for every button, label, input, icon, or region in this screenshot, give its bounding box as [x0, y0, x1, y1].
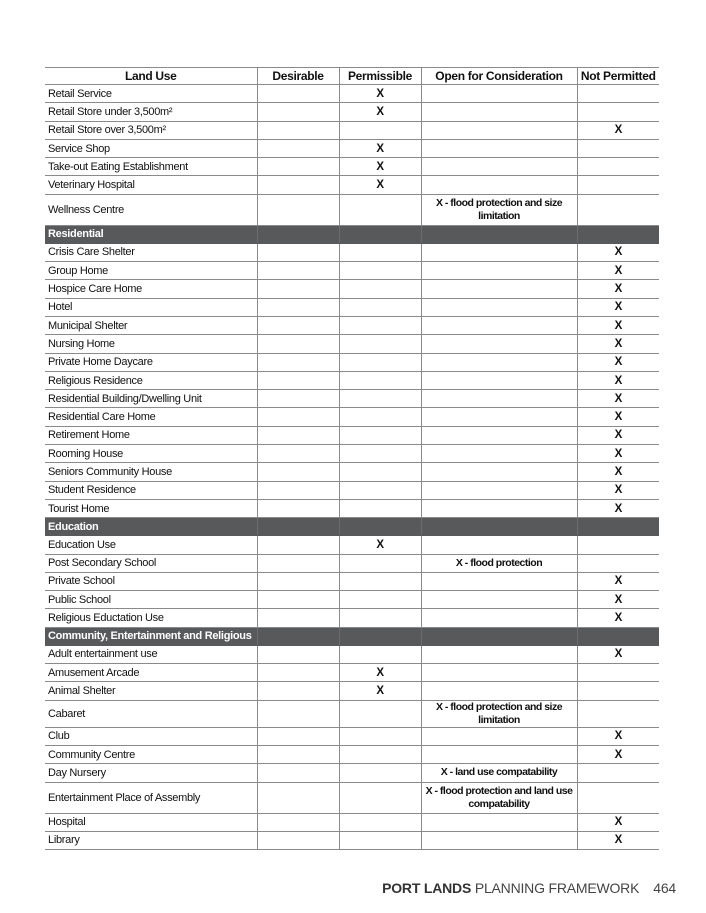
desirable-cell [257, 316, 339, 334]
desirable-cell [257, 700, 339, 727]
permissible-cell [339, 194, 421, 225]
land-use-cell: Private School [45, 572, 257, 590]
not-permitted-cell: X [577, 727, 659, 745]
desirable-cell [257, 158, 339, 176]
permissible-cell: X [339, 85, 421, 103]
section-title: Community, Entertainment and Religious [45, 627, 257, 645]
not-permitted-cell [577, 682, 659, 700]
land-use-cell: Retail Store under 3,500m² [45, 103, 257, 121]
section-filler-cell [421, 518, 577, 536]
open-for-consideration-cell [421, 280, 577, 298]
permissible-cell [339, 335, 421, 353]
permissible-cell [339, 782, 421, 813]
land-use-cell: Retail Service [45, 85, 257, 103]
desirable-cell [257, 536, 339, 554]
desirable-cell [257, 371, 339, 389]
permissible-cell [339, 481, 421, 499]
permissible-cell: X [339, 158, 421, 176]
table-row [45, 121, 659, 139]
land-use-cell: Club [45, 727, 257, 745]
table-row [45, 591, 659, 609]
open-for-consideration-cell [421, 316, 577, 334]
land-use-cell: Cabaret [45, 700, 257, 727]
desirable-cell [257, 176, 339, 194]
open-for-consideration-cell [421, 591, 577, 609]
open-for-consideration-cell [421, 390, 577, 408]
open-for-consideration-cell [421, 481, 577, 499]
open-for-consideration-cell [421, 85, 577, 103]
open-for-consideration-cell [421, 371, 577, 389]
open-for-consideration-cell [421, 572, 577, 590]
not-permitted-cell [577, 554, 659, 572]
open-for-consideration-cell: X - flood protection and size limitation [421, 700, 577, 727]
land-use-cell: Retail Store over 3,500m² [45, 121, 257, 139]
not-permitted-cell [577, 782, 659, 813]
desirable-cell [257, 194, 339, 225]
permissible-cell [339, 700, 421, 727]
open-for-consideration-cell: X - land use compatability [421, 764, 577, 782]
not-permitted-cell: X [577, 813, 659, 831]
land-use-cell: Religious Residence [45, 371, 257, 389]
permissible-cell [339, 554, 421, 572]
desirable-cell [257, 445, 339, 463]
table-row [45, 499, 659, 517]
table-row [45, 371, 659, 389]
not-permitted-cell [577, 85, 659, 103]
table-row [45, 813, 659, 831]
table-row [45, 280, 659, 298]
open-for-consideration-cell [421, 103, 577, 121]
land-use-cell: Day Nursery [45, 764, 257, 782]
desirable-cell [257, 121, 339, 139]
desirable-cell [257, 554, 339, 572]
section-header-row [45, 225, 659, 243]
permissible-cell [339, 390, 421, 408]
table-row [45, 390, 659, 408]
land-use-cell: Hotel [45, 298, 257, 316]
not-permitted-cell: X [577, 371, 659, 389]
table-row [45, 682, 659, 700]
table-row [45, 481, 659, 499]
permissible-cell [339, 371, 421, 389]
open-for-consideration-cell [421, 445, 577, 463]
open-for-consideration-cell [421, 158, 577, 176]
permissible-cell [339, 463, 421, 481]
permissible-cell [339, 445, 421, 463]
not-permitted-cell: X [577, 353, 659, 371]
not-permitted-cell [577, 700, 659, 727]
land-use-cell: Group Home [45, 262, 257, 280]
permissible-cell: X [339, 664, 421, 682]
desirable-cell [257, 103, 339, 121]
desirable-cell [257, 499, 339, 517]
section-title: Education [45, 518, 257, 536]
land-use-cell: Community Centre [45, 745, 257, 763]
land-use-cell: Hospice Care Home [45, 280, 257, 298]
permissible-cell [339, 121, 421, 139]
not-permitted-cell: X [577, 609, 659, 627]
permissible-cell [339, 280, 421, 298]
land-use-cell: Hospital [45, 813, 257, 831]
permissible-cell [339, 645, 421, 663]
not-permitted-cell: X [577, 831, 659, 849]
land-use-cell: Seniors Community House [45, 463, 257, 481]
header-land-use: Land Use [45, 68, 257, 85]
desirable-cell [257, 831, 339, 849]
land-use-cell: Post Secondary School [45, 554, 257, 572]
desirable-cell [257, 609, 339, 627]
desirable-cell [257, 408, 339, 426]
table-row [45, 554, 659, 572]
not-permitted-cell: X [577, 390, 659, 408]
desirable-cell [257, 85, 339, 103]
land-use-cell: Residential Care Home [45, 408, 257, 426]
section-filler-cell [257, 518, 339, 536]
not-permitted-cell [577, 139, 659, 157]
open-for-consideration-cell [421, 727, 577, 745]
header-open-for-consideration: Open for Consideration [421, 68, 577, 85]
table-row [45, 727, 659, 745]
table-row [45, 609, 659, 627]
open-for-consideration-cell [421, 536, 577, 554]
not-permitted-cell: X [577, 262, 659, 280]
footer-title-rest: PLANNING FRAMEWORK [471, 880, 640, 896]
section-filler-cell [577, 627, 659, 645]
section-header-row [45, 627, 659, 645]
open-for-consideration-cell [421, 664, 577, 682]
table-row [45, 158, 659, 176]
desirable-cell [257, 243, 339, 261]
section-filler-cell [421, 225, 577, 243]
section-filler-cell [257, 225, 339, 243]
desirable-cell [257, 664, 339, 682]
permissible-cell: X [339, 139, 421, 157]
open-for-consideration-cell: X - flood protection and size limitation [421, 194, 577, 225]
land-use-cell: Service Shop [45, 139, 257, 157]
desirable-cell [257, 426, 339, 444]
desirable-cell [257, 335, 339, 353]
table-row [45, 445, 659, 463]
desirable-cell [257, 591, 339, 609]
table-row [45, 764, 659, 782]
land-use-cell: Take-out Eating Establishment [45, 158, 257, 176]
desirable-cell [257, 813, 339, 831]
table-row [45, 85, 659, 103]
section-filler-cell [339, 225, 421, 243]
open-for-consideration-cell [421, 831, 577, 849]
header-desirable: Desirable [257, 68, 339, 85]
land-use-cell: Municipal Shelter [45, 316, 257, 334]
permissible-cell: X [339, 536, 421, 554]
open-for-consideration-cell [421, 121, 577, 139]
open-for-consideration-cell [421, 682, 577, 700]
not-permitted-cell: X [577, 298, 659, 316]
section-filler-cell [339, 518, 421, 536]
not-permitted-cell [577, 536, 659, 554]
table-body [45, 85, 659, 850]
desirable-cell [257, 682, 339, 700]
land-use-cell: Retirement Home [45, 426, 257, 444]
table-row [45, 831, 659, 849]
open-for-consideration-cell [421, 139, 577, 157]
land-use-cell: Religious Eductation Use [45, 609, 257, 627]
permissible-cell [339, 262, 421, 280]
land-use-cell: Adult entertainment use [45, 645, 257, 663]
desirable-cell [257, 298, 339, 316]
permissible-cell [339, 764, 421, 782]
section-title: Residential [45, 225, 257, 243]
land-use-cell: Amusement Arcade [45, 664, 257, 682]
not-permitted-cell [577, 158, 659, 176]
not-permitted-cell [577, 176, 659, 194]
section-filler-cell [257, 627, 339, 645]
not-permitted-cell: X [577, 426, 659, 444]
table-row [45, 139, 659, 157]
permissible-cell [339, 408, 421, 426]
permissible-cell [339, 609, 421, 627]
land-use-cell: Wellness Centre [45, 194, 257, 225]
not-permitted-cell: X [577, 499, 659, 517]
open-for-consideration-cell [421, 243, 577, 261]
permissible-cell [339, 745, 421, 763]
land-use-cell: Entertainment Place of Assembly [45, 782, 257, 813]
desirable-cell [257, 353, 339, 371]
desirable-cell [257, 645, 339, 663]
not-permitted-cell [577, 764, 659, 782]
not-permitted-cell [577, 103, 659, 121]
permissible-cell [339, 591, 421, 609]
land-use-cell: Library [45, 831, 257, 849]
table-row [45, 243, 659, 261]
header-not-permitted: Not Permitted [577, 68, 659, 85]
section-filler-cell [577, 225, 659, 243]
open-for-consideration-cell [421, 609, 577, 627]
desirable-cell [257, 745, 339, 763]
not-permitted-cell: X [577, 591, 659, 609]
open-for-consideration-cell [421, 463, 577, 481]
not-permitted-cell: X [577, 316, 659, 334]
not-permitted-cell: X [577, 335, 659, 353]
desirable-cell [257, 139, 339, 157]
land-use-cell: Veterinary Hospital [45, 176, 257, 194]
table-row [45, 103, 659, 121]
not-permitted-cell: X [577, 445, 659, 463]
section-header-row [45, 518, 659, 536]
permissible-cell: X [339, 103, 421, 121]
not-permitted-cell: X [577, 645, 659, 663]
land-use-cell: Private Home Daycare [45, 353, 257, 371]
table-row [45, 782, 659, 813]
section-filler-cell [577, 518, 659, 536]
open-for-consideration-cell: X - flood protection and land use compatability [421, 782, 577, 813]
open-for-consideration-cell [421, 645, 577, 663]
desirable-cell [257, 463, 339, 481]
desirable-cell [257, 727, 339, 745]
permissible-cell [339, 243, 421, 261]
land-use-cell: Student Residence [45, 481, 257, 499]
desirable-cell [257, 572, 339, 590]
table-row [45, 316, 659, 334]
open-for-consideration-cell [421, 499, 577, 517]
desirable-cell [257, 481, 339, 499]
section-filler-cell [339, 627, 421, 645]
not-permitted-cell: X [577, 121, 659, 139]
permissible-cell [339, 353, 421, 371]
page-footer [382, 880, 676, 896]
open-for-consideration-cell [421, 262, 577, 280]
table-row [45, 645, 659, 663]
open-for-consideration-cell [421, 176, 577, 194]
land-use-cell: Tourist Home [45, 499, 257, 517]
desirable-cell [257, 782, 339, 813]
permissible-cell: X [339, 682, 421, 700]
land-use-cell: Crisis Care Shelter [45, 243, 257, 261]
open-for-consideration-cell [421, 298, 577, 316]
header-permissible: Permissible [339, 68, 421, 85]
desirable-cell [257, 390, 339, 408]
footer-title-bold: PORT LANDS [382, 880, 472, 896]
table-row [45, 298, 659, 316]
land-use-cell: Animal Shelter [45, 682, 257, 700]
table-row [45, 194, 659, 225]
not-permitted-cell [577, 194, 659, 225]
permissible-cell [339, 572, 421, 590]
not-permitted-cell: X [577, 408, 659, 426]
not-permitted-cell [577, 664, 659, 682]
land-use-cell: Nursing Home [45, 335, 257, 353]
table-row [45, 408, 659, 426]
open-for-consideration-cell [421, 353, 577, 371]
open-for-consideration-cell [421, 335, 577, 353]
not-permitted-cell: X [577, 745, 659, 763]
land-use-table [45, 67, 659, 850]
permissible-cell [339, 499, 421, 517]
land-use-cell: Education Use [45, 536, 257, 554]
table-row [45, 353, 659, 371]
permissible-cell [339, 298, 421, 316]
land-use-cell: Residential Building/Dwelling Unit [45, 390, 257, 408]
not-permitted-cell: X [577, 481, 659, 499]
land-use-cell: Rooming House [45, 445, 257, 463]
table-row [45, 463, 659, 481]
table-row [45, 700, 659, 727]
not-permitted-cell: X [577, 280, 659, 298]
open-for-consideration-cell: X - flood protection [421, 554, 577, 572]
not-permitted-cell: X [577, 243, 659, 261]
table-row [45, 664, 659, 682]
desirable-cell [257, 280, 339, 298]
permissible-cell: X [339, 176, 421, 194]
table-row [45, 335, 659, 353]
section-filler-cell [421, 627, 577, 645]
permissible-cell [339, 426, 421, 444]
table-row [45, 745, 659, 763]
permissible-cell [339, 831, 421, 849]
permissible-cell [339, 813, 421, 831]
table-row [45, 262, 659, 280]
permissible-cell [339, 316, 421, 334]
table-header-row [45, 68, 659, 85]
permissible-cell [339, 727, 421, 745]
desirable-cell [257, 262, 339, 280]
table-row [45, 572, 659, 590]
table-row [45, 536, 659, 554]
open-for-consideration-cell [421, 426, 577, 444]
not-permitted-cell: X [577, 572, 659, 590]
not-permitted-cell: X [577, 463, 659, 481]
open-for-consideration-cell [421, 813, 577, 831]
page-number: 464 [653, 880, 676, 896]
desirable-cell [257, 764, 339, 782]
table-row [45, 176, 659, 194]
open-for-consideration-cell [421, 745, 577, 763]
land-use-cell: Public School [45, 591, 257, 609]
open-for-consideration-cell [421, 408, 577, 426]
table-row [45, 426, 659, 444]
